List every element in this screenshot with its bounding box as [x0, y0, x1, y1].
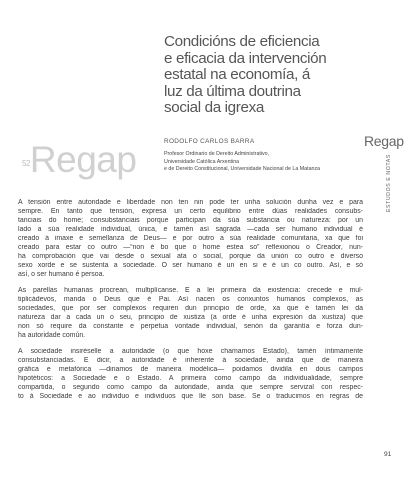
text-line: hipotéticos: a Sociedade e o Estado. A primeira como campo da individualidade, sempre [18, 374, 363, 382]
journal-logo-small: Regap [364, 133, 404, 149]
text-line: sempre. En tanto que tensión, expresa un certo equilibrio entre dúas realidades consubs- [18, 207, 363, 215]
page-number: 91 [384, 451, 392, 458]
text-line: creado para estar co outro —“non é bo que o home estea so” reflexionou o Creador, nun- [18, 243, 363, 251]
title-line: luz da última doutrina [164, 82, 301, 100]
author-affiliation: Profesor Ordinario de Dereito Administrativo, [164, 151, 270, 157]
journal-logo [22, 140, 136, 180]
title-line: estatal na economía, á [164, 66, 310, 83]
text-line: tiplicádevos, manda o Deus que é Pai. Así nacen os conxuntos humanos complexos, as [18, 295, 363, 303]
author-name: RODOLFO CARLOS BARRA [164, 138, 255, 145]
text-line: ha comprobación que vai desde o sexual ata o social, porque da unión co outro e diverso [18, 252, 363, 260]
paragraph [18, 199, 363, 279]
section-label-text: ESTUDOS E NOTAS [386, 154, 392, 212]
text-line: lado a súa realidade individual, única, e tamén así sagrada —cada ser humano individual é [18, 225, 363, 233]
text-line: non só require da constante e perpetua vontade individual, senón da garantía e forza dun- [18, 322, 363, 330]
title-line: social da igrexa [164, 99, 264, 116]
title-line: e eficacia da intervención [164, 49, 327, 67]
text-line: consubstanciadas. É dicir, a autoridade é inherente á sociedade, ainda que de maneira [18, 357, 363, 364]
text-line: sexo xorde e se sustenta a sociedade. O ser humano é un en si e é un co outro. Así, e só [18, 261, 363, 269]
paragraph [18, 348, 363, 402]
author-block [164, 138, 364, 174]
section-label [386, 152, 396, 212]
article-body [18, 199, 363, 409]
title-line: Condicións de eficiencia [164, 33, 320, 50]
logo-superscript: 52 [22, 159, 30, 168]
text-line: sociedades, que por ser complexos requiren dun principio de orde, xa que é tamén lei da [18, 304, 363, 312]
text-line: creado á imaxe e semellanza de Deus— e por outro a súa realidade comunitaria, xa que foi [18, 234, 363, 242]
text-line: así, o ser humano é persoa. [18, 270, 105, 278]
text-line: gráfica e metafórica —diriamos de maneira modélica— poidamos dividila en dous campos [18, 365, 363, 373]
text-line: As parellas humanas procrean, multiplícanse. É a lei primeira da existencia: crecede e mul- [18, 286, 363, 294]
text-line: tanciais do home; consubstanciais porque participan da súa substancia ou natureza: por un [18, 216, 363, 224]
logo-text: Regap [29, 139, 137, 180]
text-line: A sociedade insiréselle a autoridade (o que hoxe chamamos Estado), tamén íntimamente [18, 348, 363, 356]
text-line: ha autoridade común. [18, 331, 86, 339]
paragraph [18, 287, 363, 341]
text-line: A tensión entre autoridade e liberdade non ten nin pode ter unha solución dunha vez e para [18, 199, 363, 206]
author-affiliation: Universidade Católica Arxentina [164, 158, 240, 165]
article-title [164, 34, 364, 117]
text-line: compartida, o segundo como campo da autoridade, ainda que sempre servizal con respec- [18, 383, 363, 391]
author-affiliation: e de Dereito Constitucional, Universidade Nacional de La Matanza [164, 166, 321, 173]
text-line: to á Sociedade e ao individuo e individuos que lle son base. Se o traducimos en regras de [18, 392, 363, 400]
text-line: natureza dar a cada un o seu, principio de xustiza (a orde é unha expresión da xustiza) que [18, 313, 363, 321]
